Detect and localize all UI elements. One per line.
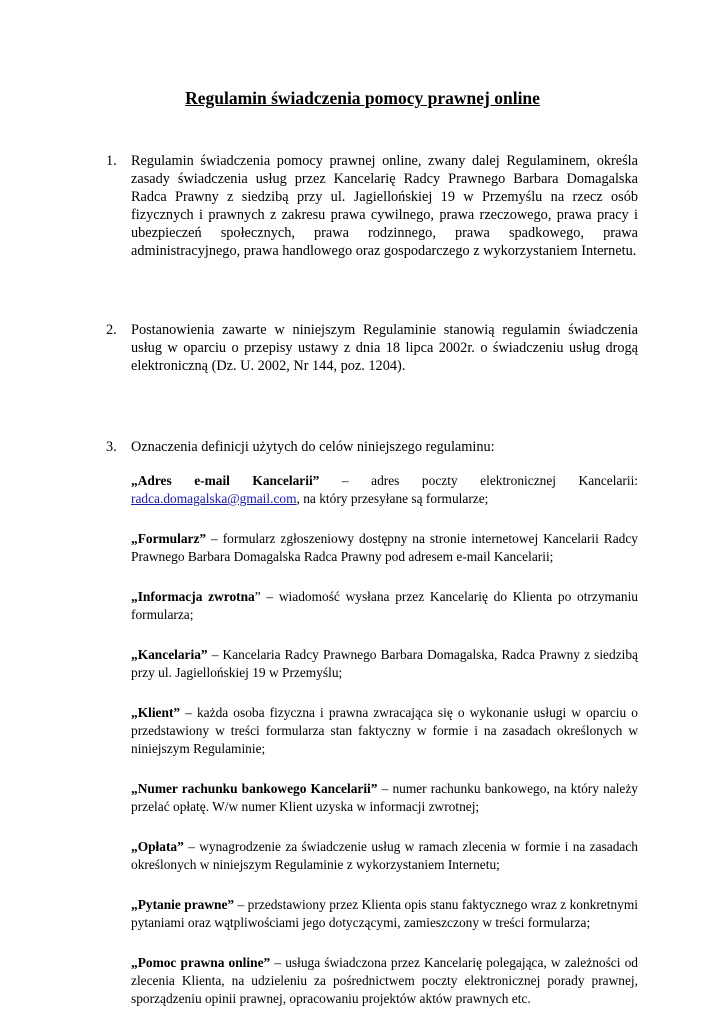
definition-text: adres poczty elektronicznej Kancelarii: <box>371 473 639 488</box>
definition-item: „Pomoc prawna online” – usługa świadczona przez Kancelarię polegająca, w zależności od zlecenia Klienta, na udzieleniu za pośrednictwem poczty elektronicznej porady prawnej, sporządzeniu opinii prawnej, opracowaniu projektów aktów prawnych etc. <box>131 955 638 1006</box>
item-text: Regulamin świadczenia pomocy prawnej online, zwany dalej Regulaminem, określa zasady świadczenia usług przez Kancelarię Radcy Prawnego Barbara Domagalska Radca Prawny z siedzibą przy ul. Jagiellońskiej 19 w Przemyślu na rzecz osób fizycznych i prawnych z zakresu prawa cywilnego, prawa rzeczowego, prawa pracy i ubezpieczeń społecznych, prawa rodzinnego, prawa spadkowego, prawa administracyjnego, prawa handlowego oraz gospodarczego z wykorzystaniem Internetu. <box>131 153 638 259</box>
definition-item: „Pytanie prawne” – przedstawiony przez Klienta opis stanu faktycznego wraz z konkretnymi pytaniami oraz wątpliwościami jego dotyczącymi, zamieszczony w treści formularza; <box>131 897 638 930</box>
definition-text: formularz zgłoszeniowy dostępny na stronie internetowej Kancelarii Radcy Prawnego Barbara Domagalska Radca Prawny pod adresem e-mail Kancelarii; <box>131 531 639 564</box>
item-number: 3. <box>106 439 117 455</box>
definition-term: „Pytanie prawne” <box>131 897 235 912</box>
definition-item: „Kancelaria” – Kancelaria Radcy Prawnego Barbara Domagalska, Radca Prawny z siedzibą przy ul. Jagiellońskiej 19 w Przemyślu; <box>131 647 638 680</box>
page-title: Regulamin świadczenia pomocy prawnej online <box>185 88 540 108</box>
definition-item: „Numer rachunku bankowego Kancelarii” – numer rachunku bankowego, na który należy przelać opłatę. W/w numer Klient uzyska w informacji zwrotnej; <box>131 781 639 814</box>
item-text: Oznaczenia definicji użytych do celów niniejszego regulaminu: <box>131 439 495 455</box>
list-item <box>106 321 638 375</box>
definition-term: „Adres e-mail Kancelarii” <box>131 473 320 488</box>
definition-term: „Pomoc prawna online” <box>131 955 271 970</box>
item-number: 2. <box>106 322 117 338</box>
item-number: 1. <box>106 153 117 169</box>
email-link[interactable]: radca.domagalska@gmail.com <box>131 491 297 506</box>
definition-item: „Adres e-mail Kancelarii” – adres poczty elektronicznej Kancelarii: radca.domagalska@gmail.com, na który przesyłane są formularze; <box>131 473 639 506</box>
definition-term: „Informacja zwrotna <box>131 589 255 604</box>
definition-item: „Formularz” – formularz zgłoszeniowy dostępny na stronie internetowej Kancelarii Radcy Prawnego Barbara Domagalska Radca Prawny pod adresem e-mail Kancelarii; <box>131 531 639 564</box>
definition-text: każda osoba fizyczna i prawna zwracająca się o wykonanie usługi w oparciu o przedstawiony w treści formularza stan faktyczny w formie i na zasadach określonych w niniejszym Regulaminie; <box>131 705 639 756</box>
definition-item: „Opłata” – wynagrodzenie za świadczenie usług w ramach zlecenia w formie i na zasadach określonych w niniejszym Regulaminie z wykorzystaniem Internetu; <box>131 839 639 872</box>
definition-text: usługa świadczona przez Kancelarię polegająca, w zależności od zlecenia Klienta, na udzieleniu za pośrednictwem poczty elektronicznej porady prawnej, sporządzeniu opinii prawnej, opracowaniu projektów aktów prawnych etc. <box>131 955 638 1006</box>
definition-item: „Klient” – każda osoba fizyczna i prawna zwracająca się o wykonanie usługi w oparciu o przedstawiony w treści formularza stan faktyczny w formie i na zasadach określonych w niniejszym Regulaminie; <box>131 705 639 756</box>
definition-term: „Numer rachunku bankowego Kancelarii” <box>131 781 378 796</box>
list-item <box>106 152 638 260</box>
definition-term: „Opłata” <box>131 839 184 854</box>
definition-term: „Formularz” <box>131 531 207 546</box>
definition-text: numer rachunku bankowego, na który należy przelać opłatę. W/w numer Klient uzyska w informacji zwrotnej; <box>131 781 639 814</box>
definition-text: przedstawiony przez Klienta opis stanu faktycznego wraz z konkretnymi pytaniami oraz wątpliwościami jego dotyczącymi, zamieszczony w treści formularza; <box>131 897 638 930</box>
definition-term: „Klient” <box>131 705 181 720</box>
definitions-list <box>131 472 638 1030</box>
definition-item: „Informacja zwrotna” – wiadomość wysłana przez Kancelarię do Klienta po otrzymaniu formularza; <box>131 589 638 622</box>
definition-text: wiadomość wysłana przez Kancelarię do Klienta po otrzymaniu formularza; <box>131 589 638 622</box>
item-text: Postanowienia zawarte w niniejszym Regulaminie stanowią regulamin świadczenia usług w oparciu o przepisy ustawy z dnia 18 lipca 2002r. o świadczeniu usług drogą elektroniczną (Dz. U. 2002, Nr 144, poz. 1204). <box>131 322 638 374</box>
list-item <box>106 438 638 456</box>
definition-text: wynagrodzenie za świadczenie usług w ramach zlecenia w formie i na zasadach określonych w niniejszym Regulaminie z wykorzystaniem Internetu; <box>131 839 639 872</box>
definition-term: „Kancelaria” <box>131 647 208 662</box>
definition-text: Kancelaria Radcy Prawnego Barbara Domagalska, Radca Prawny z siedzibą przy ul. Jagiellońskiej 19 w Przemyślu; <box>131 647 638 680</box>
